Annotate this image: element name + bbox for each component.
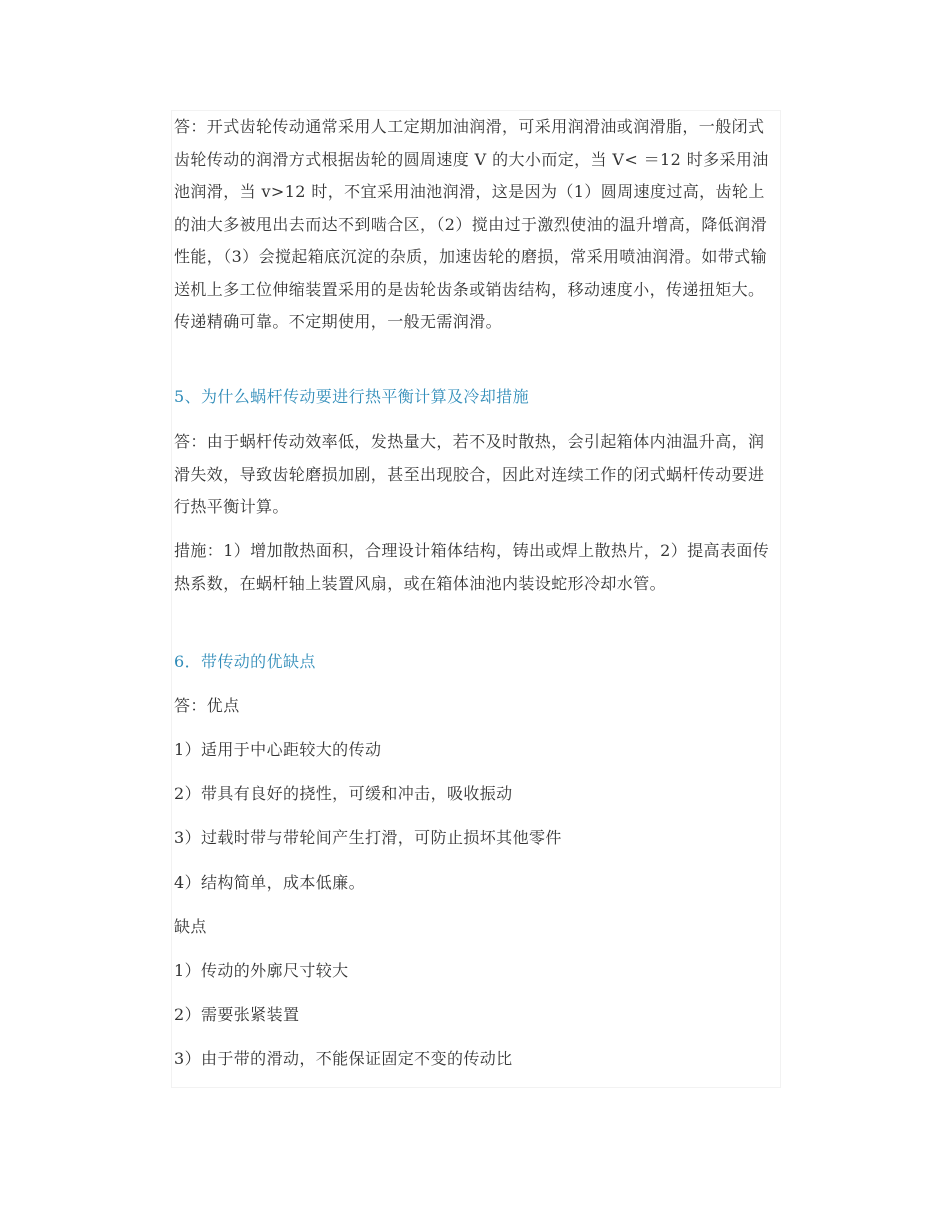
- section-heading-worm-drive: 5、为什么蜗杆传动要进行热平衡计算及冷却措施: [174, 387, 529, 406]
- list-item-disadvantage: 3）由于带的滑动，不能保证固定不变的传动比: [174, 1049, 513, 1068]
- section-heading-belt-drive: 6．带传动的优缺点: [174, 652, 316, 671]
- paragraph-worm-drive-answer: 答：由于蜗杆传动效率低，发热量大，若不及时散热，会引起箱体内油温升高，润滑失效，导致齿轮磨损加剧，甚至出现胶合，因此对连续工作的闭式蜗杆传动要进行热平衡计算。: [174, 432, 765, 516]
- list-item-advantage: 1）适用于中心距较大的传动: [174, 740, 382, 759]
- paragraph-worm-drive-measures: 措施：1）增加散热面积，合理设计箱体结构，铸出或焊上散热片，2）提高表面传热系数，在蜗杆轴上装置风扇，或在箱体油池内装设蛇形冷却水管。: [174, 541, 770, 593]
- paragraph-gear-lubrication: 答：开式齿轮传动通常采用人工定期加油润滑，可采用润滑油或润滑脂，一般闭式齿轮传动的润滑方式根据齿轮的圆周速度 V 的大小而定，当 V< ＝12 时多采用油池润滑，当 v>12 时，不宜采用油池润滑，这是因为（1）圆周速度过高，齿轮上的油大多被甩出去而达不到啮合区，（2）搅由过于激烈使油的温升增高，降低润滑性能，（3）会搅起箱底沉淀的杂质，加速齿轮的磨损，常采用喷油润滑。如带式输送机上多工位伸缩装置采用的是齿轮齿条或销齿结构，移动速度小，传递扭矩大。传递精确可靠。不定期使用，一般无需润滑。: [174, 117, 769, 331]
- disadvantages-label: 缺点: [174, 917, 207, 936]
- list-item-advantage: 3）过载时带与带轮间产生打滑，可防止损坏其他零件: [174, 828, 562, 847]
- advantages-label: 答：优点: [174, 696, 240, 715]
- document-content: [171, 110, 781, 1088]
- list-item-disadvantage: 2）需要张紧装置: [174, 1005, 300, 1024]
- list-item-advantage: 4）结构简单，成本低廉。: [174, 873, 365, 892]
- list-item-advantage: 2）带具有良好的挠性，可缓和冲击，吸收振动: [174, 784, 513, 803]
- list-item-disadvantage: 1）传动的外廓尺寸较大: [174, 961, 349, 980]
